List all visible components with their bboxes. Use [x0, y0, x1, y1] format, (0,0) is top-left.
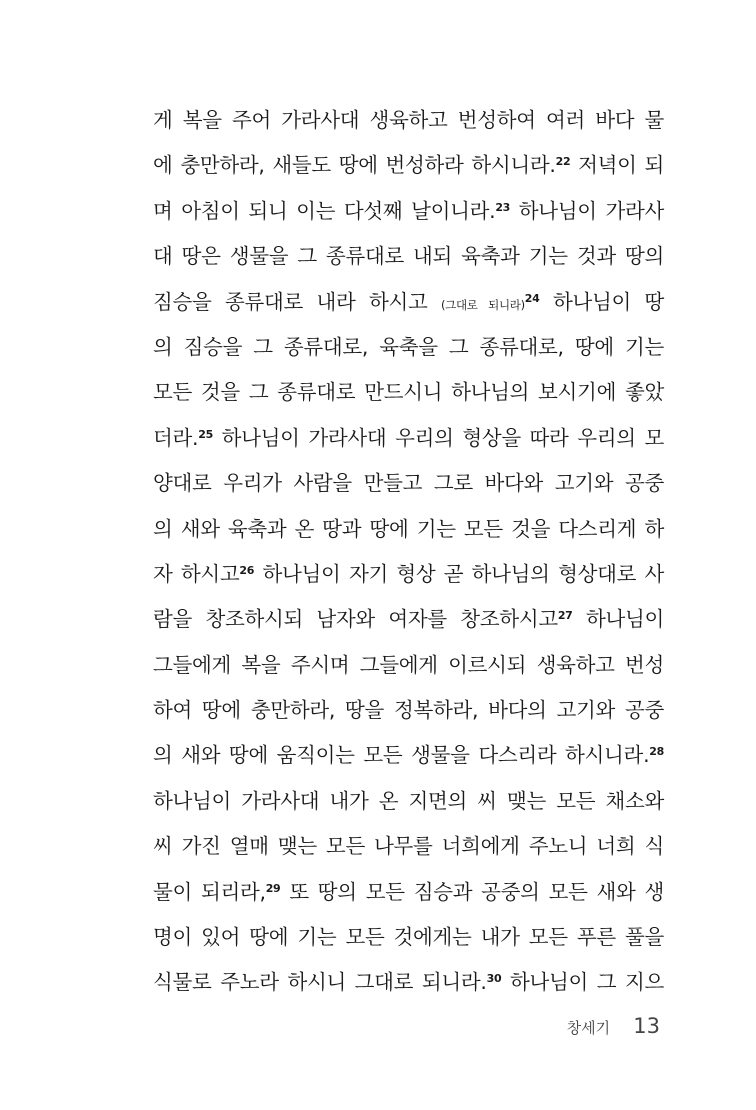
text-segment: 저녁이 되: [570, 153, 664, 178]
book-title: 창세기: [566, 1019, 611, 1037]
text-segment: 하나님이 자기 형상 곧 하나님의 형상대로 사: [254, 561, 664, 586]
text-line: [153, 234, 664, 279]
text-segment: 씨 가진 열매 맺는 모든 나무를 너희에게 주노니 너희 식: [153, 834, 664, 859]
text-segment: 자 하시고: [153, 561, 240, 586]
text-line: [153, 461, 664, 506]
text-segment: 하나님이 가라사대 내가 온 지면의 씨 맺는 모든 채소와: [153, 788, 664, 813]
text-line: [153, 416, 664, 461]
text-segment: 하나님이 가라사대 우리의 형상을 따라 우리의 모: [212, 425, 664, 450]
text-segment: 하나님이 땅: [539, 289, 664, 314]
text-line: [153, 143, 664, 188]
verse-number: 29: [265, 881, 281, 895]
text-segment: 의 새와 육축과 온 땅과 땅에 기는 모든 것을 다스리게 하: [153, 516, 664, 541]
page-number: 13: [633, 1014, 660, 1038]
text-line: [153, 960, 664, 1005]
text-line: [153, 552, 664, 597]
text-segment: 명이 있어 땅에 기는 모든 것에게는 내가 모든 푸른 풀을: [153, 925, 664, 950]
text-line: [153, 733, 664, 778]
text-line: [153, 824, 664, 869]
verse-number: 28: [649, 745, 664, 759]
scripture-text: [153, 98, 664, 1006]
text-line: [153, 643, 664, 688]
text-line: [153, 189, 664, 234]
text-segment: 식물로 주노라 하시니 그대로 되니라.: [153, 970, 487, 995]
text-segment: 그들에게 복을 주시며 그들에게 이르시되 생육하고 번성: [153, 652, 664, 677]
text-segment: 하나님이 그 지으: [501, 970, 664, 995]
text-segment: 대 땅은 생물을 그 종류대로 내되 육축과 기는 것과 땅의: [153, 244, 664, 269]
verse-number: 26: [239, 563, 255, 577]
annotation-text: (그대로 되니라): [440, 297, 525, 312]
text-segment: 게 복을 주어 가라사대 생육하고 번성하여 여러 바다 물: [153, 108, 664, 132]
text-segment: 하나님이 가라사: [510, 198, 664, 223]
text-segment: 물이 되리라,: [153, 879, 266, 904]
verse-number: 25: [198, 427, 213, 441]
verse-number: 22: [555, 155, 571, 169]
text-line: [153, 370, 664, 415]
text-line: [153, 597, 664, 642]
text-segment: 양대로 우리가 사람을 만들고 그로 바다와 고기와 공중: [153, 471, 664, 496]
text-segment: 더라.: [153, 425, 199, 450]
text-segment: 며 아침이 되니 이는 다섯째 날이니라.: [153, 198, 496, 223]
text-segment: 의 새와 땅에 움직이는 모든 생물을 다스리라 하시니라.: [153, 743, 650, 768]
text-segment: 하여 땅에 충만하라, 땅을 정복하라, 바다의 고기와 공중: [153, 698, 664, 723]
text-segment: 짐승을 종류대로 내라 하시고: [153, 289, 441, 314]
text-line: [153, 688, 664, 733]
verse-number: 23: [495, 200, 511, 214]
text-line: [153, 779, 664, 824]
text-line: [153, 98, 664, 143]
text-line: [153, 870, 664, 915]
text-segment: 의 짐승을 그 종류대로, 육축을 그 종류대로, 땅에 기는: [153, 334, 664, 359]
text-segment: 하나님이: [572, 607, 665, 632]
text-segment: 람을 창조하시되 남자와 여자를 창조하시고: [153, 607, 558, 632]
verse-number: 24: [524, 291, 540, 305]
text-segment: 에 충만하라, 새들도 땅에 번성하라 하시니라.: [153, 153, 556, 178]
text-line: [153, 507, 664, 552]
text-segment: 또 땅의 모든 짐승과 공중의 모든 새와 생: [280, 879, 665, 904]
verse-number: 27: [557, 609, 573, 623]
text-segment: 모든 것을 그 종류대로 만드시니 하나님의 보시기에 좋았: [153, 380, 664, 405]
page-footer: [567, 1014, 660, 1038]
text-line: [153, 280, 664, 325]
text-line: [153, 325, 664, 370]
text-line: [153, 915, 664, 960]
verse-number: 30: [486, 972, 502, 986]
